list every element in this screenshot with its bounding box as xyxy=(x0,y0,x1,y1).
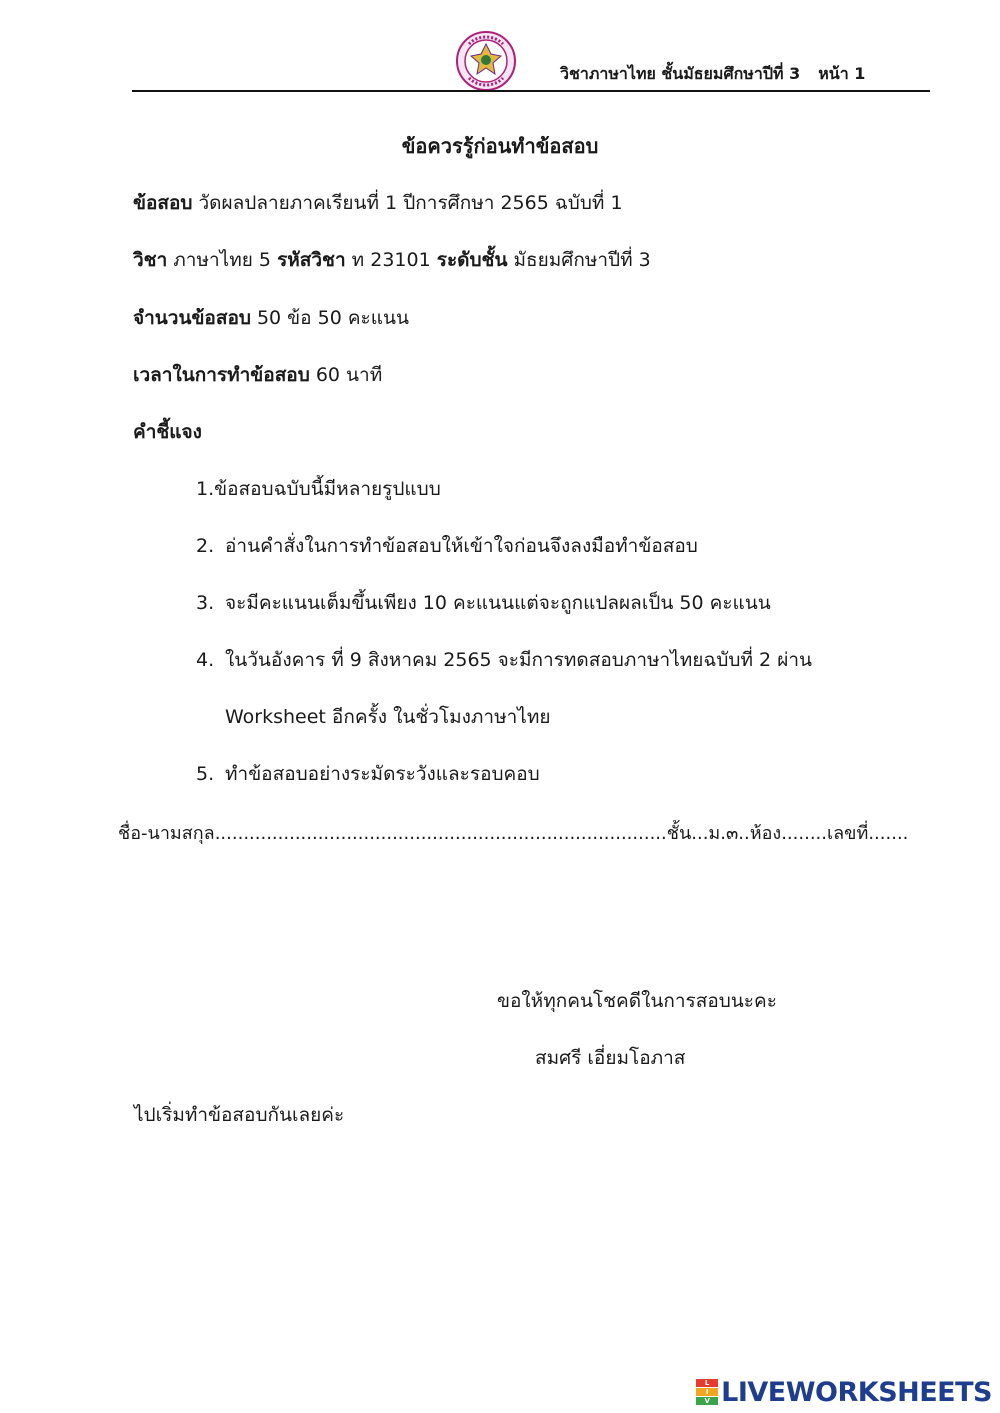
instruction-item xyxy=(196,645,812,675)
header-subject: วิชาภาษาไทย ชั้นมัธยมศึกษาปีที่ 3 xyxy=(560,64,801,83)
instruction-number: 5. xyxy=(196,763,215,785)
instruction-item xyxy=(196,531,698,561)
page-header xyxy=(560,62,865,87)
instruction-number: 4. xyxy=(196,649,215,671)
instruction-item xyxy=(196,474,441,504)
teacher-signature: สมศรี เอี่ยมโอภาส xyxy=(535,1047,686,1069)
instruction-item-continued: Worksheet อีกครั้ง ในชั่วโมงภาษาไทย xyxy=(225,706,551,728)
instruction-item xyxy=(196,759,540,789)
time-value: 60 นาที xyxy=(315,364,383,386)
code-value: ท 23101 xyxy=(351,249,431,271)
page-title: ข้อควรรู้ก่อนทำข้อสอบ xyxy=(401,134,599,158)
count-label: จำนวนข้อสอบ xyxy=(133,307,251,329)
start-message: ไปเริ่มทำข้อสอบกันเลยค่ะ xyxy=(134,1104,345,1126)
instruction-item xyxy=(196,588,771,618)
liveworksheets-badge-icon xyxy=(696,1379,718,1405)
student-info-line: ชื่อ-นามสกุล...............................................................................ชั้น...ม.๓..ห้อง........เลขที่....... xyxy=(118,823,909,844)
instruction-number: 3. xyxy=(196,592,215,614)
subject-label: วิชา xyxy=(133,249,168,271)
instruction-text: ในวันอังคาร ที่ 9 สิงหาคม 2565 จะมีการทดสอบภาษาไทยฉบับที่ 2 ผ่าน xyxy=(225,649,812,671)
code-label: รหัสวิชา xyxy=(277,249,346,271)
count-line xyxy=(133,303,409,333)
instruction-text: จะมีคะแนนเต็มขึ้นเพียง 10 คะแนนแต่จะถูกแปลผลเป็น 50 คะแนน xyxy=(225,592,771,614)
exam-line xyxy=(133,188,623,218)
closing-wish: ขอให้ทุกคนโชคดีในการสอบนะคะ xyxy=(497,990,777,1012)
time-label: เวลาในการทำข้อสอบ xyxy=(133,364,310,386)
exam-value: วัดผลปลายภาคเรียนที่ 1 ปีการศึกษา 2565 ฉบับที่ 1 xyxy=(198,192,623,214)
school-logo-icon xyxy=(455,30,517,92)
level-label: ระดับชั้น xyxy=(436,249,508,271)
level-value: มัธยมศึกษาปีที่ 3 xyxy=(513,249,651,271)
instruction-text: ทำข้อสอบอย่างระมัดระวังและรอบคอบ xyxy=(225,763,540,785)
header-divider xyxy=(132,90,930,92)
instruction-text: อ่านคำสั่งในการทำข้อสอบให้เข้าใจก่อนจึงลงมือทำข้อสอบ xyxy=(225,535,698,557)
badge-letter: L xyxy=(696,1379,718,1387)
time-line xyxy=(133,360,382,390)
badge-letter: V xyxy=(696,1397,718,1405)
count-value: 50 ข้อ 50 คะแนน xyxy=(256,307,409,329)
header-page-number: หน้า 1 xyxy=(818,64,866,83)
instruction-text: ข้อสอบฉบับนี้มีหลายรูปแบบ xyxy=(214,478,441,500)
liveworksheets-wordmark: LIVEWORKSHEETS xyxy=(721,1376,992,1408)
instructions-label: คำชี้แจง xyxy=(133,421,202,443)
badge-letter: I xyxy=(696,1388,718,1396)
liveworksheets-logo xyxy=(696,1377,992,1407)
subject-value: ภาษาไทย 5 xyxy=(173,249,272,271)
exam-label: ข้อสอบ xyxy=(133,192,193,214)
subject-line xyxy=(133,245,651,275)
instructions-heading xyxy=(133,417,202,447)
instruction-number: 1. xyxy=(196,478,215,500)
instruction-number: 2. xyxy=(196,535,215,557)
